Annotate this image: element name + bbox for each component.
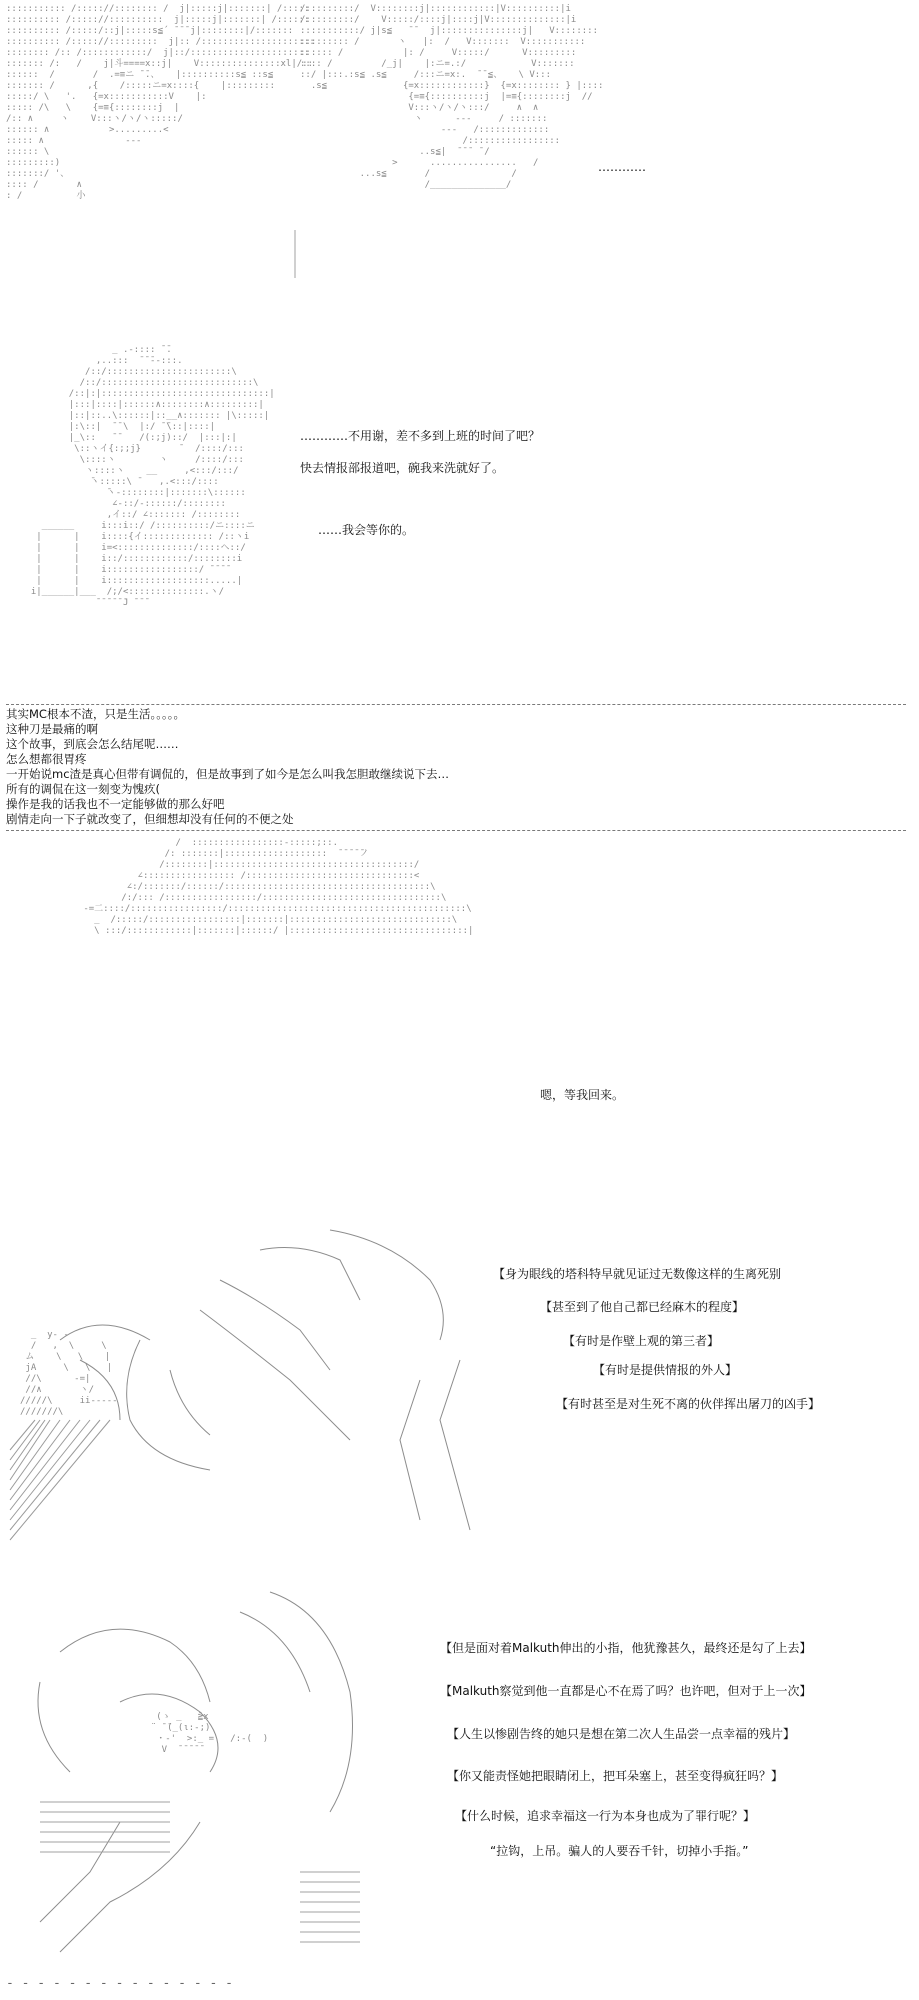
ascii-art-characters-left: ::::::::::: /::::://:::::::: / j|:::::j|:::::::| /::::: :::::::::: /::::://:::::::::: j|:::::j|:::::::| /:::::: :::::::::: /:::::/::j|:::::s≦´ ̄ ̄ ̄ j|::::::::|/::::::: :::::::::: /::::://::::::::: j|:: /::::::::::::::::::::: :::::::: /:: /::::::::::::/ j|::/:::::::::::::::::::::: ::::::: /: / j|斗====x::j| V:::::::::::::::xl|/:: :::::: / / .=≡ニ ̄ ̄.、 |::::::::::s≦ ::s≦ ::::::: / ,{ /:::::ニ=x::::{ |::::::::: :::::/ \ '. {=x:::::::::::V |: ::::: /\ \ {=≡{::::::::j | /:: ∧ ヽ V:::ヽ/ヽ/ヽ:::::/ :::::: ∧ >.........< ::::: ∧ --- :::::: \ :::::::::) :::::::/ '、 :::: / ∧ : / 小 — [6, 4, 315, 201]
ascii-art-hand-marks: _ y- - / , \ \ ム \ \ | jA \ \ | //\ -=| //∧ ヽ/ /////\ ii----- ///////\ — [20, 1330, 118, 1417]
note-line: 所有的调侃在这一刻变为愧疚( — [6, 782, 160, 796]
narration-line: 【人生以惨剧告终的她只是想在第二次人生品尝一点幸福的残片】 — [447, 1727, 796, 1741]
note-line: 这种刀是最痛的啊 — [6, 722, 98, 736]
separator-bottom — [6, 830, 906, 831]
narration-line: 【但是面对着Malkuth伸出的小指，他犹豫甚久，最终还是勾了上去】 — [440, 1641, 812, 1655]
dialogue-line-1: …………不用谢，差不多到上班的时间了吧？ — [300, 429, 541, 443]
dialogue-line-2: 快去情报部报道吧，碗我来洗就好了。 — [300, 461, 505, 475]
dialogue-line-3: ……我会等你的。 — [318, 523, 415, 537]
note-line: 怎么想都很胃疼 — [6, 752, 87, 766]
narration-line: 【有时是作壁上观的第三者】 — [563, 1334, 720, 1348]
note-line: 其实MC根本不渣，只是生活。。。。。 — [6, 707, 185, 721]
panel-2 — [0, 345, 919, 695]
ascii-art-character: _ .-:::: ̄ ̄. ,..::: ̄ ̄ ̄--:::. /::/:::::::::::::::::::::::\ /::/::::::::::::::::::::::::::::\ /::|:|:::::::::::::::::::::::::::::::| |:::|::::|::::::∧::::::::∧:::::::::| |::|::..\::::::|::__∧::::::: |\:::::| |:\::| ̄ ̄ \ |:/ ̄ ̄\::|::::| |_\:: ̄ ̄ /(:;j)::/ |:::|:| \::ヽイ{:;;j} ̄ /::::/::: \::::ヽ ヽ /::::/::: ヽ::::ヽ __ ,<:::/:::/ ̄ヽ:::::\ ̄ ,.<:::/:::: ̄ヽ-::::::::|:::::::\:::::: ∠-::/-::::::/:::::::: ,イ::/ ∠::::::: /:::::::: ______ i:::i::/ /::::::::::/ニ::::ニ | | i::::{イ::::::::::::: /::ヽi | | i=<::::::::::::::/::::ヘ::/ | | i::/::::::::::::/::::::::i | | i:::::::::::::::::/ ̄ ̄ ̄ ̄ | | i:::::::::::::::::::.....| i|______|___ /;/<::::::::::::::.ヽ/ ̄ ̄ ̄ ̄ ̄ ̄J ̄ ̄ ̄ — [30, 345, 275, 608]
panel-5 — [0, 1572, 919, 1972]
panel-3 — [0, 838, 919, 1218]
dialogue-line: 嗯，等我回来。 — [540, 1088, 625, 1102]
ascii-art-characters-right: /:::::::::/ V::::::::j|::::::::::::|V::::::::::|i /:::::::::/ V:::::/::::j|::::j|V::::::::::::::|i :::::::::::/ j|s≦ ̄ ̄ j|:::::::::::::::j| V:::::::: ::::::::: / ヽ |: / V::::::: V::::::::::: :::::: / |: / V:::::/ V::::::::: :::: / /_j| |:ニ=.:/ V::::::: ::/ |:::.:s≦ .s≦ /:::ニ=x:. ̄ ̄ ≦、 \ V::: .s≦ {=x::::::::::::} {=x:::::::: } |:::: {=≡{::::::::::j |=≡{::::::::j // V:::ヽ/ヽ/ヽ:::/ ∧ ∧ ヽ --- / ::::::: --- /::::::::::::: /::::::::::::::::: ..s≦| ̄ ̄ ̄ ̄ / > ................ / ...s≦ / / /______________/ — [300, 4, 604, 190]
divider-stroke — [290, 230, 300, 280]
narration-line: 【甚至到了他自己都已经麻木的程度】 — [540, 1300, 745, 1314]
ellipsis-text: ………… — [598, 160, 646, 174]
panel-1 — [0, 0, 919, 310]
note-line: 一开始说mc渣是真心但带有调侃的，但是故事到了如今是怎么叫我怎胆敢继续说下去… — [6, 767, 450, 781]
narration-line: 【你又能责怪她把眼睛闭上，把耳朵塞上，甚至变得疯狂吗？】 — [447, 1769, 784, 1783]
narration-line: 【身为眼线的塔科特早就见证过无数像这样的生离死别 — [493, 1267, 782, 1281]
dialogue-line: “拉钩，上吊。骗人的人要吞千针，切掉小手指。” — [490, 1844, 749, 1858]
ascii-art-hand-marks: (ゝ _ ̄≧x ¨ ̄ ̄(_(ι:-;) ・-' >:_ = /:-( ) V ̄ ̄ ̄ ̄ ̄ — [150, 1712, 269, 1755]
note-line: 这个故事，到底会怎么结尾呢…… — [6, 737, 179, 751]
narration-line: 【什么时候，追求幸福这一行为本身也成为了罪行呢？】 — [455, 1809, 756, 1823]
footer-dashes: - - - - - - - - - - - - - - - — [6, 1976, 233, 1991]
narration-line: 【有时是提供情报的外人】 — [593, 1363, 738, 1377]
note-line: 操作是我的话我也不一定能够做的那么好吧 — [6, 797, 225, 811]
separator-top — [6, 704, 906, 705]
narration-line: 【有时甚至是对生死不离的伙伴挥出屠刀的凶手】 — [556, 1397, 821, 1411]
narration-line: 【Malkuth察觉到他一直都是心不在焉了吗？也许吧，但对于上一次】 — [440, 1684, 812, 1698]
note-line: 剧情走向一下子就改变了，但细想却没有任何的不便之处 — [6, 812, 294, 826]
ascii-art-figure-back: / :::::::::::::::::-:::::;::. /: :::::::|::::::::::::::::::: ̄ ̄ ̄ ̄ ̄ノ /::::::::|:::::::::::::::::::::::::::::::::::::/ ∠::::::::::::::::: /:::::::::::::::::::::::::::::::< ∠:/:::::::/::::::/::::::::::::::::::::::::::::::::::::::\ /:/::: /:::::::::::::::::/:::::::::::::::::::::::::::::::::\ -=二::::/:::::::::::::::::/::::::::::::::::::::::::::::::::::::::::::::\ _ /:::::/:::::::::::::::::|:::::::|::::::::::::::::::::::::::::::\ \ :::/::::::::::::|:::::::|::::::/ |:::::::::::::::::::::::::::::::::| 嗯，等我回来。 — [83, 838, 625, 1102]
panel-4 — [0, 1220, 919, 1550]
